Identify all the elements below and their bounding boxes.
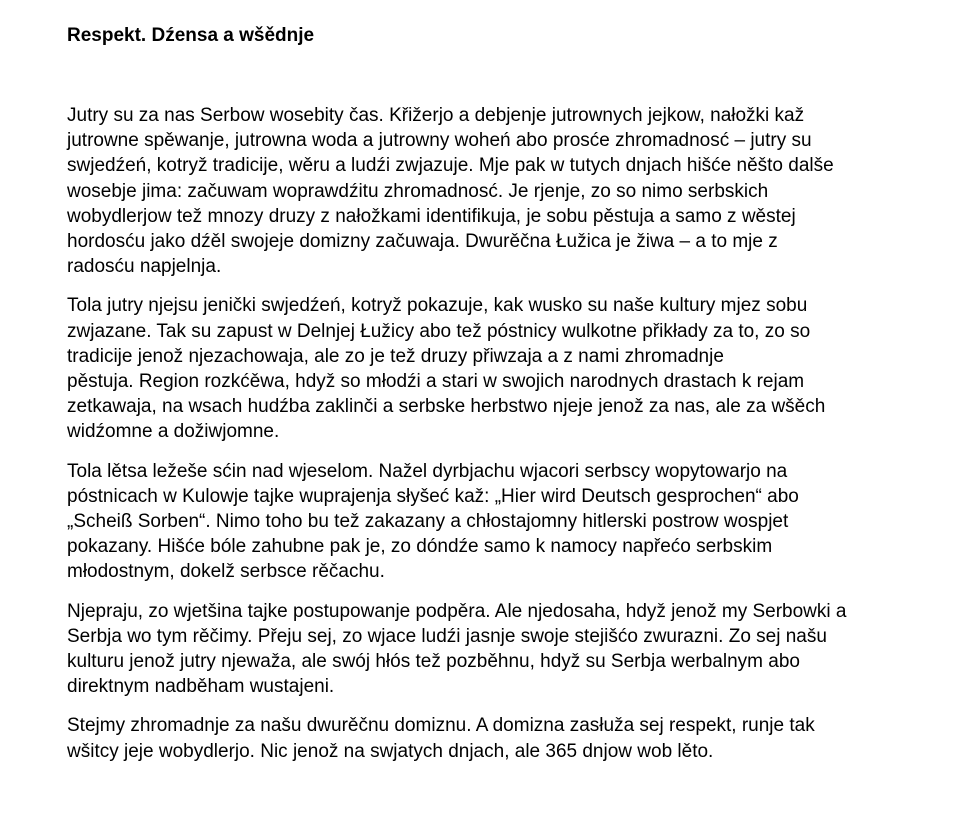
text-line: „Scheiß Sorben“. Nimo toho bu tež zakazany a chłostajomny hitlerski postrow wospjet xyxy=(67,511,789,533)
text-line: Njepraju, zo wjetšina tajke postupowanje podpěra. Ale njedosaha, hdyž jenož my Serbowki a xyxy=(67,600,847,622)
text-line: wosebje jima: začuwam woprawdźitu zhromadnosć. Je rjenje, zo so nimo serbskich xyxy=(67,180,769,202)
text-line: Jutry su za nas Serbow wosebity čas. Křižerjo a debjenje jutrownych jejkow, nałožki kaž xyxy=(67,105,805,126)
paragraph-1 xyxy=(67,103,927,279)
text-line: Tola lětsa ležeše sćin nad wjeselom. Nažel dyrbjachu wjacori serbscy wopytowarjo na xyxy=(67,460,788,482)
text-line: Stejmy zhromadnje za našu dwurěčnu domiznu. A domizna zasłuža sej respekt, runje tak xyxy=(67,715,815,737)
text-line: direktnym nadběham wustajeni. xyxy=(67,676,335,698)
text-line: wobydlerjow tež mnozy druzy z nałožkami identifikuja, je sobu pěstuja a samo z wěstej xyxy=(67,205,796,227)
text-line: jutrowne spěwanje, jutrowna woda a jutrowny woheń abo prosće zhromadnosć – jutry su xyxy=(67,130,812,152)
document-body xyxy=(67,103,927,778)
text-line: póstnicach w Kulowje tajke wuprajenja słyšeć kaž: „Hier wird Deutsch gesprochen“ abo xyxy=(67,485,799,507)
text-line: swjedźeń, kotryž tradicije, wěru a ludźi zwjazuje. Mje pak w tutych dnjach hišće něšto dalše xyxy=(67,155,834,177)
document-title: Respekt. Dźensa a wšědnje xyxy=(67,25,315,46)
paragraph-5 xyxy=(67,713,927,763)
text-line: hordosću jako dźěl swojeje domizny začuwaja. Dwurěčna Łužica je žiwa – a to mje z xyxy=(67,231,778,253)
text-line: kulturu jenož jutry njewaža, ale swój hłós tež pozběhnu, hdyž su Serbja werbalnym abo xyxy=(67,651,800,673)
text-line: zetkawaja, na wsach hudźba zaklinči a serbske herbstwo njeje jenož za nas, ale za wšěch xyxy=(67,396,826,418)
paragraph-4 xyxy=(67,599,927,700)
text-line: Tola jutry njejsu jenički swjedźeń, kotryž pokazuje, kak wusko su naše kultury mjez sobu xyxy=(67,295,808,317)
text-line: pěstuja. Region rozkćěwa, hdyž so młodźi a stari w swojich narodnych drastach k rejam xyxy=(67,371,805,393)
text-line: wšitcy jeje wobydlerjo. Nic jenož na swjatych dnjach, ale 365 dnjow wob lěto. xyxy=(67,740,714,762)
text-line: pokazany. Hišće bóle zahubne pak je, zo dóndźe samo k namocy napřećo serbskim xyxy=(67,536,773,558)
text-line: zwjazane. Tak su zapust w Delnjej Łužicy abo tež póstnicy wulkotne přikłady za to, zo so xyxy=(67,320,811,342)
text-line: młodostnym, dokelž serbsce rěčachu. xyxy=(67,561,385,583)
text-line: Serbja wo tym rěčimy. Přeju sej, zo wjace ludźi jasnje swoje stejišćo zwurazni. Zo sej našu xyxy=(67,625,827,647)
paragraph-3 xyxy=(67,459,927,585)
paragraph-2 xyxy=(67,293,927,444)
text-line: radosću napjelnja. xyxy=(67,256,222,278)
text-line: tradicije jenož njezachowaja, ale zo je tež druzy přiwzaja a z nami zhromadnje xyxy=(67,345,724,367)
text-line: widźomne a dožiwjomne. xyxy=(67,421,280,443)
